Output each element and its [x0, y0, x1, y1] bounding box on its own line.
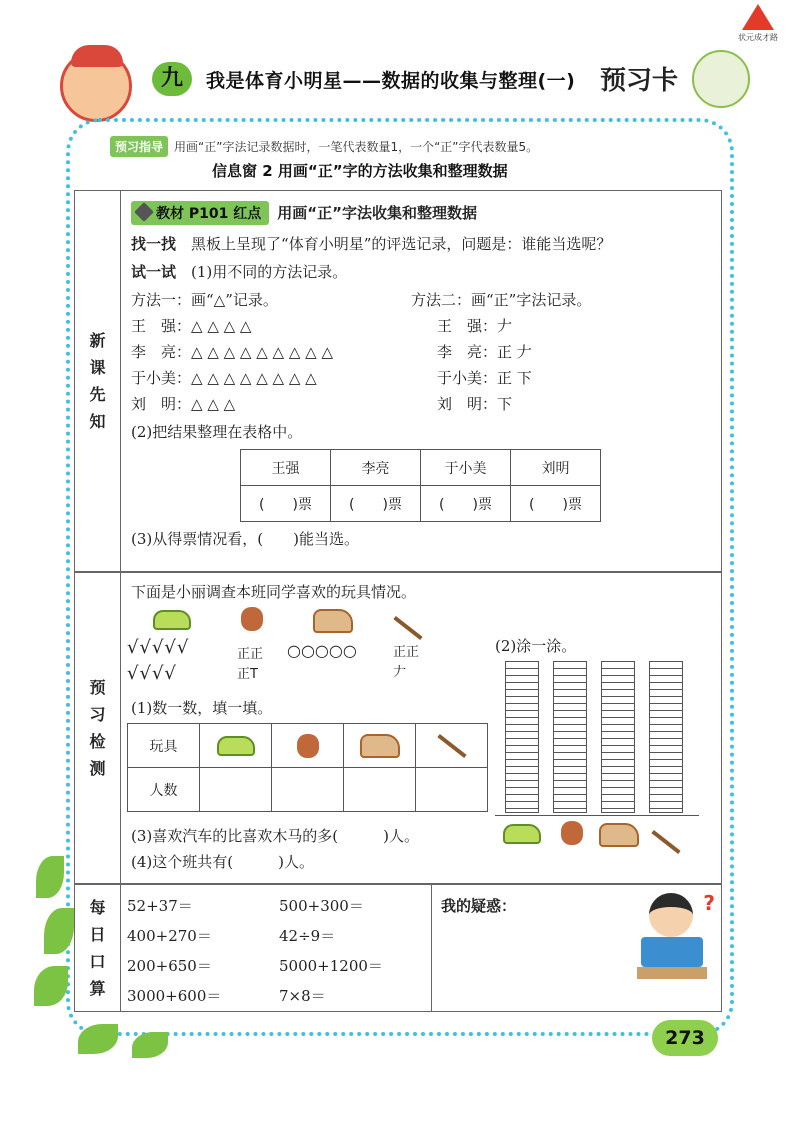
vote-cell[interactable]: ( )票 [511, 486, 601, 522]
page-number: 273 [652, 1020, 718, 1056]
reading-boy-icon [635, 891, 715, 1003]
tally-car: √√√√ [127, 663, 177, 684]
method-two-label: 方法二：画“正”字法记录。 [411, 291, 592, 309]
row-label: 人数 [128, 768, 200, 812]
question-3: (3)从得票情况看，( )能当选。 [131, 530, 359, 548]
math-problem: 52+37＝ [127, 897, 193, 915]
section-side-label: 新 课 先 知 [75, 191, 121, 571]
row-label: 玩具 [128, 724, 200, 768]
fish-mascot-icon [692, 50, 750, 108]
leaf-icon [34, 966, 68, 1006]
count-cell[interactable] [200, 768, 272, 812]
math-problem: 7×8＝ [279, 987, 326, 1005]
count-cell[interactable] [344, 768, 416, 812]
tally-row: 于小美：正 下 [437, 369, 532, 387]
try-line: 试一试 (1)用不同的方法记录。 [131, 263, 348, 281]
page-header [60, 50, 750, 112]
tally-horse: ○○○○○ [287, 641, 357, 660]
tally-row: 王 强：𠂇 [437, 317, 513, 335]
card-label: 预习卡 [600, 66, 679, 96]
leaf-icon [132, 1032, 168, 1058]
tri-row: 刘 明：△ △ △ [131, 395, 236, 413]
logo-brand-text: 状元成才路 [738, 33, 778, 42]
vote-cell[interactable]: ( )票 [331, 486, 421, 522]
car-icon [153, 609, 191, 630]
tri-row: 王 强：△ △ △ △ [131, 317, 252, 335]
bear-icon [561, 821, 583, 845]
question-2: (2)把结果整理在表格中。 [131, 423, 303, 441]
tally-bear: 正正 [237, 647, 264, 662]
vote-cell[interactable]: ( )票 [241, 486, 331, 522]
stick-icon [649, 831, 683, 850]
leaf-icon [78, 1024, 118, 1054]
tri-row: 于小美：△ △ △ △ △ △ △ △ [131, 369, 317, 387]
info-window-title: 信息窗 2 用画“正”字的方法收集和整理数据 [212, 162, 508, 180]
unit-badge: 九 [152, 62, 192, 96]
stick-icon [391, 617, 425, 636]
section-new-lesson [74, 190, 722, 572]
math-column-2 [279, 891, 383, 1011]
method-one-label: 方法一：画“△”记录。 [131, 291, 278, 309]
guide-tag: 预习指导 [110, 136, 168, 157]
count-cell[interactable] [416, 768, 488, 812]
bar-grid [495, 661, 695, 815]
toy-count-table [127, 723, 488, 812]
tally-row: 李 亮：正 𠂇 [437, 343, 532, 361]
table-header: 刘明 [511, 450, 601, 486]
math-problem: 500+300＝ [279, 897, 364, 915]
vote-cell[interactable]: ( )票 [421, 486, 511, 522]
car-icon [200, 724, 272, 768]
preview-guide [110, 136, 538, 157]
math-problem: 400+270＝ [127, 927, 212, 945]
question-2-color: (2)涂一涂。 [495, 637, 577, 655]
bar-baseline [495, 815, 699, 816]
publisher-logo [730, 4, 786, 48]
leaf-icon [36, 856, 64, 898]
vote-table [240, 449, 601, 522]
question-1-count: (1)数一数，填一填。 [131, 699, 273, 717]
bar-column[interactable] [505, 661, 539, 813]
page-title: 我是体育小明星——数据的收集与整理(一) [206, 70, 576, 92]
math-problem: 5000+1200＝ [279, 957, 383, 975]
car-icon [503, 823, 541, 844]
textbook-ref: 教材 P101 红点 用画“正”字法收集和整理数据 [131, 201, 477, 225]
section-preview-test [74, 572, 722, 884]
tally-bear: 正T [237, 667, 258, 682]
bear-icon [272, 724, 344, 768]
find-line: 找一找 黑板上呈现了“体育小明星”的评选记录，问题是：谁能当选呢？ [131, 235, 612, 253]
bar-column[interactable] [601, 661, 635, 813]
horse-icon [344, 724, 416, 768]
survey-intro: 下面是小丽调查本班同学喜欢的玩具情况。 [131, 583, 417, 601]
bar-column[interactable] [553, 661, 587, 813]
stick-icon [416, 724, 488, 768]
guide-text: 用画“正”字法记录数据时，一笔代表数量1，一个“正”字代表数量5。 [174, 140, 539, 154]
section-daily-math [74, 884, 722, 1012]
horse-icon [313, 609, 353, 633]
bear-icon [241, 607, 263, 631]
math-column-1 [127, 891, 221, 1011]
pencil-icon [134, 202, 154, 222]
tally-row: 刘 明：下 [437, 395, 513, 413]
tri-row: 李 亮：△ △ △ △ △ △ △ △ △ [131, 343, 333, 361]
tally-car: √√√√√ [127, 637, 190, 658]
bar-column[interactable] [649, 661, 683, 813]
doubt-label: 我的疑惑： [441, 897, 517, 915]
math-problem: 42÷9＝ [279, 927, 336, 945]
table-header: 王强 [241, 450, 331, 486]
question-4-total: (4)这个班共有( )人。 [131, 853, 314, 871]
question-3-compare: (3)喜欢汽车的比喜欢木马的多( )人。 [131, 827, 419, 845]
math-problem: 200+650＝ [127, 957, 212, 975]
section-side-label: 预 习 检 测 [75, 573, 121, 883]
tally-stick: 正正 [393, 645, 420, 660]
logo-triangle-icon [742, 4, 774, 30]
table-header: 李亮 [331, 450, 421, 486]
table-header: 于小美 [421, 450, 511, 486]
column-divider [431, 885, 432, 1011]
count-cell[interactable] [272, 768, 344, 812]
horse-icon [599, 823, 639, 847]
mascot-boy-icon [60, 50, 132, 122]
question-mark-icon: ? [703, 891, 715, 915]
math-problem: 3000+600＝ [127, 987, 222, 1005]
section-side-label: 每 日 口 算 [75, 885, 121, 1011]
tally-stick: 𠂇 [393, 665, 407, 680]
